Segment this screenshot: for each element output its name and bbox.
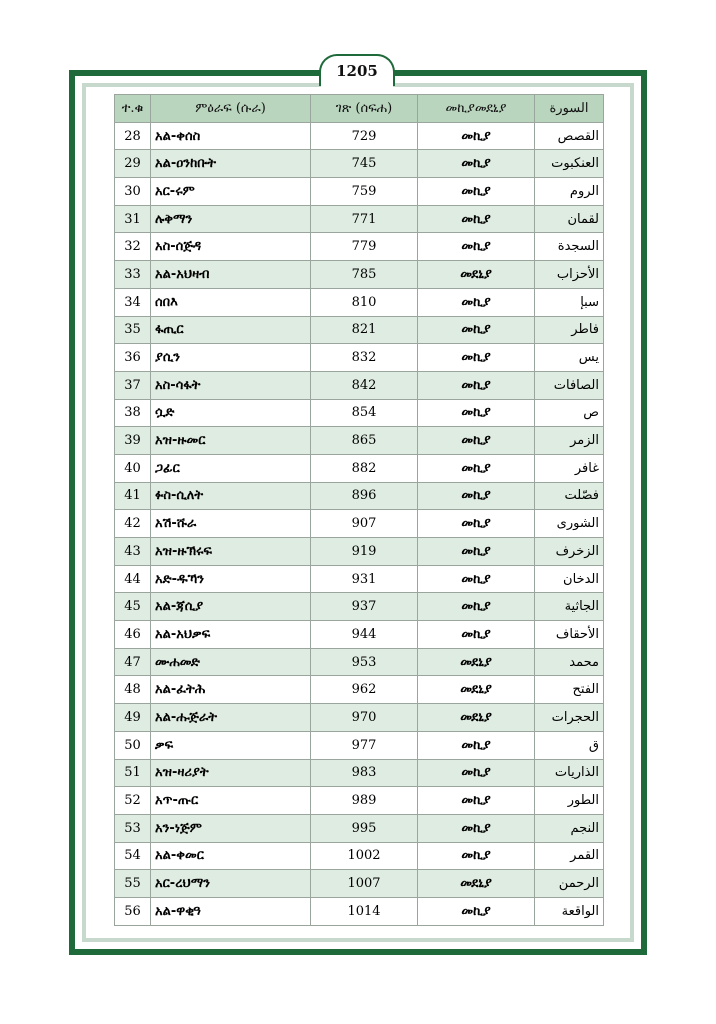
surah-number: 43: [115, 538, 151, 566]
surah-name: አል-ጃሲያ: [151, 593, 311, 621]
surah-number: 29: [115, 150, 151, 178]
surah-name: ሙሐመድ: [151, 648, 311, 676]
surah-type: መኪያ: [418, 122, 535, 150]
surah-page: 759: [311, 178, 418, 206]
surah-arabic-name: الواقعة: [535, 897, 604, 925]
surah-number: 44: [115, 565, 151, 593]
surah-type: መኪያ: [418, 731, 535, 759]
surah-page: 821: [311, 316, 418, 344]
table-row: [115, 399, 604, 427]
surah-name: አስ-ሳፋት: [151, 371, 311, 399]
surah-page: 882: [311, 454, 418, 482]
surah-name: አዝ-ዙኽሩፍ: [151, 538, 311, 566]
table-row: [115, 870, 604, 898]
surah-number: 30: [115, 178, 151, 206]
surah-arabic-name: الدخان: [535, 565, 604, 593]
surah-number: 34: [115, 288, 151, 316]
surah-page: 962: [311, 676, 418, 704]
surah-arabic-name: الزمر: [535, 427, 604, 455]
surah-name: አል-ቀመር: [151, 842, 311, 870]
surah-arabic-name: الطور: [535, 787, 604, 815]
surah-page: 931: [311, 565, 418, 593]
surah-type: መኪያ: [418, 344, 535, 372]
surah-name: አር-ሩም: [151, 178, 311, 206]
surah-type: መኪያ: [418, 538, 535, 566]
surah-type: መደኒያ: [418, 261, 535, 289]
page-number: 1205: [319, 54, 395, 86]
surah-page: 785: [311, 261, 418, 289]
surah-number: 45: [115, 593, 151, 621]
table-row: [115, 731, 604, 759]
surah-number: 55: [115, 870, 151, 898]
surah-arabic-name: الفتح: [535, 676, 604, 704]
surah-number: 39: [115, 427, 151, 455]
surah-type: መደኒያ: [418, 704, 535, 732]
table-row: [115, 205, 604, 233]
surah-arabic-name: لقمان: [535, 205, 604, 233]
surah-name: አል-ዋቂዓ: [151, 897, 311, 925]
surah-page: 937: [311, 593, 418, 621]
table-row: [115, 676, 604, 704]
table-row: [115, 593, 604, 621]
surah-arabic-name: الأحقاف: [535, 621, 604, 649]
surah-name: አሽ-ሹራ: [151, 510, 311, 538]
surah-arabic-name: سبإ: [535, 288, 604, 316]
surah-page: 1002: [311, 842, 418, 870]
surah-type: መኪያ: [418, 150, 535, 178]
table-row: [115, 371, 604, 399]
surah-page: 970: [311, 704, 418, 732]
header-number: ተ.ቁ: [115, 95, 151, 123]
surah-number: 49: [115, 704, 151, 732]
surah-arabic-name: الرحمن: [535, 870, 604, 898]
table-row: [115, 316, 604, 344]
surah-number: 33: [115, 261, 151, 289]
surah-number: 48: [115, 676, 151, 704]
table-row: [115, 565, 604, 593]
surah-page: 832: [311, 344, 418, 372]
surah-number: 40: [115, 454, 151, 482]
surah-type: መኪያ: [418, 759, 535, 787]
surah-page: 1007: [311, 870, 418, 898]
surah-page: 842: [311, 371, 418, 399]
surah-name: አን-ነጅም: [151, 814, 311, 842]
header-page: ገጽ (ሰፍሐ): [311, 95, 418, 123]
surah-name: አል-ዐንከቡት: [151, 150, 311, 178]
surah-type: መኪያ: [418, 621, 535, 649]
surah-page: 953: [311, 648, 418, 676]
table-row: [115, 150, 604, 178]
surah-number: 46: [115, 621, 151, 649]
surah-arabic-name: الشورى: [535, 510, 604, 538]
surah-table: [114, 94, 604, 926]
surah-page: 977: [311, 731, 418, 759]
surah-arabic-name: الحجرات: [535, 704, 604, 732]
surah-number: 52: [115, 787, 151, 815]
surah-arabic-name: الزخرف: [535, 538, 604, 566]
table-row: [115, 454, 604, 482]
surah-page: 983: [311, 759, 418, 787]
surah-page: 1014: [311, 897, 418, 925]
table-row: [115, 621, 604, 649]
surah-name: አል-ፈትሕ: [151, 676, 311, 704]
surah-type: መኪያ: [418, 371, 535, 399]
header-name: ምዕራፍ (ሱራ): [151, 95, 311, 123]
surah-page: 729: [311, 122, 418, 150]
surah-arabic-name: يس: [535, 344, 604, 372]
table-row: [115, 178, 604, 206]
surah-type: መኪያ: [418, 205, 535, 233]
surah-name: አዝ-ዛሪያት: [151, 759, 311, 787]
surah-page: 779: [311, 233, 418, 261]
surah-arabic-name: ق: [535, 731, 604, 759]
surah-number: 50: [115, 731, 151, 759]
table-row: [115, 538, 604, 566]
surah-arabic-name: الجاثية: [535, 593, 604, 621]
surah-arabic-name: القصص: [535, 122, 604, 150]
surah-type: መኪያ: [418, 427, 535, 455]
surah-page: 989: [311, 787, 418, 815]
surah-page: 854: [311, 399, 418, 427]
header-arabic: السورة: [535, 95, 604, 123]
table-row: [115, 814, 604, 842]
surah-name: ፉስ-ሲለት: [151, 482, 311, 510]
surah-name: አጥ-ጡር: [151, 787, 311, 815]
surah-arabic-name: الذاريات: [535, 759, 604, 787]
surah-number: 51: [115, 759, 151, 787]
surah-name: ያሲን: [151, 344, 311, 372]
surah-name: ጋፊር: [151, 454, 311, 482]
table-row: [115, 482, 604, 510]
surah-page: 771: [311, 205, 418, 233]
surah-number: 41: [115, 482, 151, 510]
surah-name: አድ-ዱኻን: [151, 565, 311, 593]
surah-number: 35: [115, 316, 151, 344]
table-row: [115, 344, 604, 372]
surah-number: 56: [115, 897, 151, 925]
surah-arabic-name: الأحزاب: [535, 261, 604, 289]
surah-page: 896: [311, 482, 418, 510]
surah-name: አዝ-ዙመር: [151, 427, 311, 455]
surah-type: መኪያ: [418, 288, 535, 316]
surah-type: መኪያ: [418, 316, 535, 344]
surah-name: አር-ረህማን: [151, 870, 311, 898]
surah-name: ሷድ: [151, 399, 311, 427]
surah-name: አል-ሑጅራት: [151, 704, 311, 732]
surah-number: 38: [115, 399, 151, 427]
surah-type: መኪያ: [418, 787, 535, 815]
header-type: መኪያመደኒያ: [418, 95, 535, 123]
table-row: [115, 261, 604, 289]
surah-arabic-name: الروم: [535, 178, 604, 206]
surah-type: መደኒያ: [418, 648, 535, 676]
surah-page: 745: [311, 150, 418, 178]
table-row: [115, 759, 604, 787]
table-row: [115, 842, 604, 870]
surah-arabic-name: ص: [535, 399, 604, 427]
table-body: [115, 122, 604, 925]
surah-arabic-name: غافر: [535, 454, 604, 482]
surah-name: ሉቅማን: [151, 205, 311, 233]
surah-number: 37: [115, 371, 151, 399]
surah-type: መኪያ: [418, 565, 535, 593]
surah-name: አስ-ሰጅዳ: [151, 233, 311, 261]
surah-name: ቃፍ: [151, 731, 311, 759]
surah-arabic-name: فصّلت: [535, 482, 604, 510]
surah-page: 865: [311, 427, 418, 455]
surah-name: አል-አህቃፍ: [151, 621, 311, 649]
surah-arabic-name: محمد: [535, 648, 604, 676]
surah-number: 31: [115, 205, 151, 233]
surah-number: 47: [115, 648, 151, 676]
surah-type: መኪያ: [418, 482, 535, 510]
surah-number: 28: [115, 122, 151, 150]
surah-name: ሰበእ: [151, 288, 311, 316]
surah-number: 32: [115, 233, 151, 261]
surah-type: መኪያ: [418, 399, 535, 427]
surah-arabic-name: النجم: [535, 814, 604, 842]
surah-page: 810: [311, 288, 418, 316]
surah-type: መኪያ: [418, 593, 535, 621]
table-row: [115, 427, 604, 455]
table-row: [115, 510, 604, 538]
surah-arabic-name: القمر: [535, 842, 604, 870]
surah-arabic-name: السجدة: [535, 233, 604, 261]
surah-page: 944: [311, 621, 418, 649]
surah-number: 36: [115, 344, 151, 372]
surah-name: አል-አህዛብ: [151, 261, 311, 289]
surah-type: መኪያ: [418, 842, 535, 870]
surah-arabic-name: العنكبوت: [535, 150, 604, 178]
surah-type: መኪያ: [418, 897, 535, 925]
table-row: [115, 787, 604, 815]
surah-type: መደኒያ: [418, 676, 535, 704]
surah-type: መኪያ: [418, 178, 535, 206]
surah-arabic-name: الصافات: [535, 371, 604, 399]
surah-type: መኪያ: [418, 454, 535, 482]
surah-arabic-name: فاطر: [535, 316, 604, 344]
table-row: [115, 288, 604, 316]
surah-number: 42: [115, 510, 151, 538]
table-row: [115, 648, 604, 676]
surah-type: መኪያ: [418, 233, 535, 261]
surah-page: 995: [311, 814, 418, 842]
surah-number: 53: [115, 814, 151, 842]
table-row: [115, 704, 604, 732]
surah-type: መኪያ: [418, 510, 535, 538]
surah-page: 919: [311, 538, 418, 566]
surah-name: ፋጢር: [151, 316, 311, 344]
surah-number: 54: [115, 842, 151, 870]
table-row: [115, 897, 604, 925]
surah-type: መኪያ: [418, 814, 535, 842]
table-row: [115, 122, 604, 150]
surah-type: መደኒያ: [418, 870, 535, 898]
surah-name: አል-ቀሰስ: [151, 122, 311, 150]
table-row: [115, 233, 604, 261]
surah-page: 907: [311, 510, 418, 538]
table-header-row: [115, 95, 604, 123]
